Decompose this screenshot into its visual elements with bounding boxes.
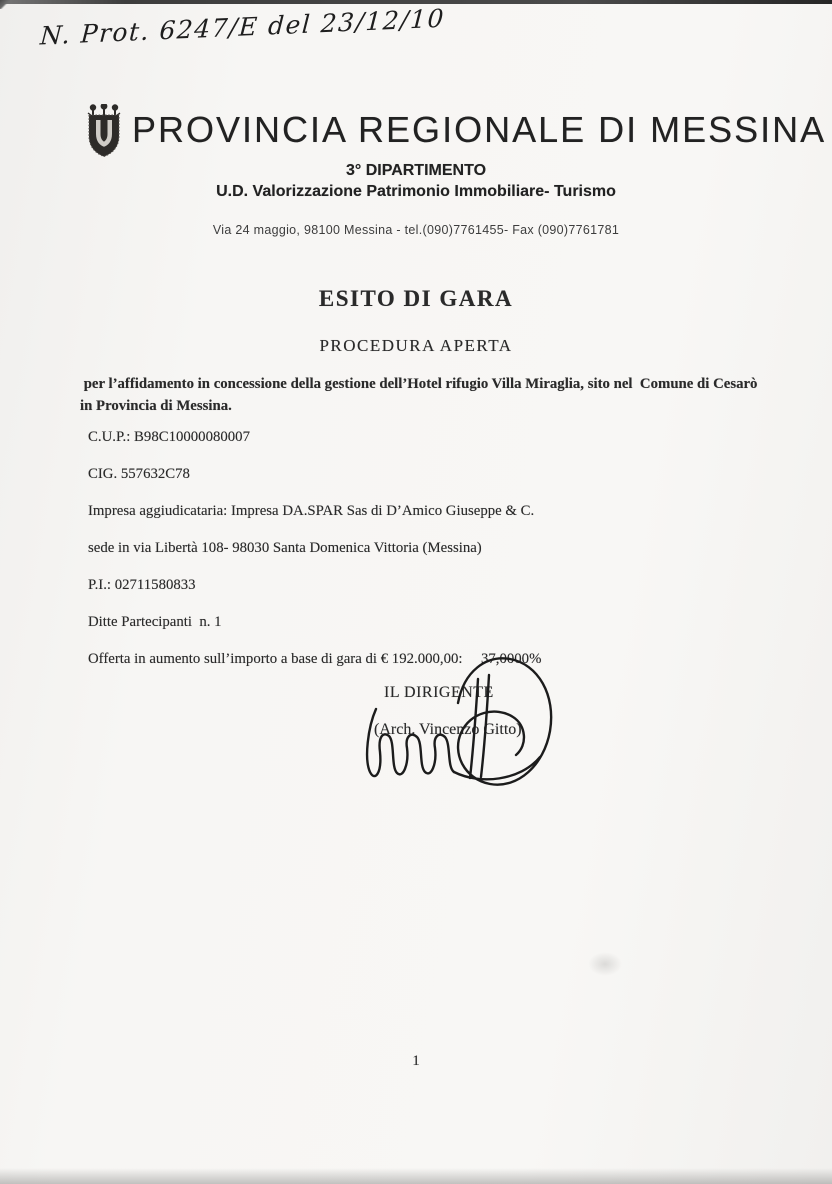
signer-role: IL DIRIGENTE <box>384 684 494 701</box>
handwritten-signature-icon <box>362 651 562 799</box>
detail-company-address: sede in via Libertà 108- 98030 Santa Domenica Vittoria (Messina) <box>88 540 482 556</box>
handwritten-protocol-note: N. Prot. 6247/E del 23/12/10 <box>39 3 446 51</box>
detail-vat-number: P.I.: 02711580833 <box>88 577 196 593</box>
office-line: U.D. Valorizzazione Patrimonio Immobiliare- Turismo <box>216 183 616 200</box>
tender-subject: per l’affidamento in concessione della gestione dell’Hotel rifugio Villa Miraglia, sito nel Comune di Cesarò in Provincia di Messina. <box>80 376 762 414</box>
detail-participants: Ditte Partecipanti n. 1 <box>88 614 222 630</box>
signer-name: (Arch. Vincenzo Gitto) <box>374 721 522 738</box>
contact-line: Via 24 maggio, 98100 Messina - tel.(090)7761455- Fax (090)7761781 <box>212 223 620 237</box>
scan-top-edge-artifact <box>0 0 832 4</box>
coat-of-arms-icon <box>84 104 124 160</box>
document-title: ESITO DI GARA <box>318 286 514 311</box>
scan-smudge-artifact <box>588 952 622 976</box>
organization-name: PROVINCIA REGIONALE DI MESSINA <box>132 109 827 150</box>
detail-cig: CIG. 557632C78 <box>88 466 190 482</box>
scan-bottom-shadow-artifact <box>0 1168 832 1184</box>
detail-winning-company: Impresa aggiudicataria: Impresa DA.SPAR Sas di D’Amico Giuseppe & C. <box>88 503 535 519</box>
procedure-type: PROCEDURA APERTA <box>319 336 513 355</box>
department-line: 3° DIPARTIMENTO <box>345 162 487 179</box>
detail-offer-increase: Offerta in aumento sull’importo a base di gara di € 192.000,00: 37,0000% <box>88 651 542 667</box>
page-number: 1 <box>412 1053 420 1069</box>
scan-corner-artifact <box>0 0 10 9</box>
detail-cup: C.U.P.: B98C10000080007 <box>88 429 250 445</box>
